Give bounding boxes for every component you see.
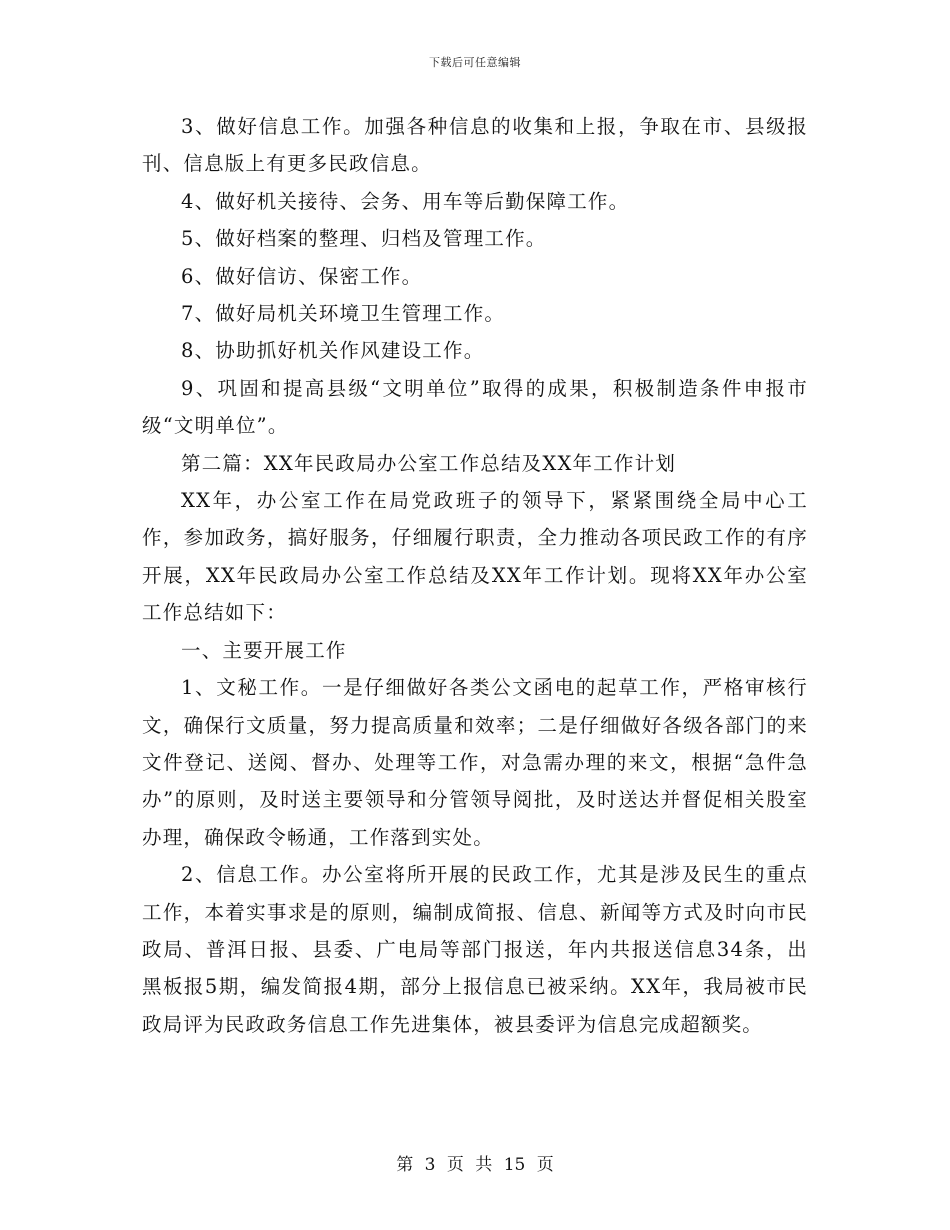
page-header: 下载后可任意编辑 <box>429 56 521 69</box>
paragraph-secretarial-work: 1、文秘工作。一是仔细做好各类公文函电的起草工作，严格审核行文，确保行文质量，努力提高质量和效率；二是仔细做好各级各部门的来文件登记、送阅、督办、处理等工作，对急需办理的来文，根据“急件急办”的原则，及时送主要领导和分管领导阅批，及时送达并督促相关股室办理，确保政令畅通，工作落到实处。 <box>142 676 808 849</box>
paragraph-item-7: 7、做好局机关环境卫生管理工作。 <box>181 302 506 326</box>
document-body <box>142 108 808 1043</box>
page-number-footer: 第 3 页 共 15 页 <box>396 1155 554 1175</box>
section-heading-main-work: 一、主要开展工作 <box>181 638 347 662</box>
section-title-part-two: 第二篇：XX年民政局办公室工作总结及XX年工作计划 <box>181 451 677 475</box>
paragraph-item-5: 5、做好档案的整理、归档及管理工作。 <box>181 227 547 251</box>
paragraph-item-4: 4、做好机关接待、会务、用车等后勤保障工作。 <box>181 189 630 213</box>
paragraph-item-9: 9、巩固和提高县级“文明单位”取得的成果，积极制造条件申报市级“文明单位”。 <box>142 376 808 438</box>
paragraph-intro: XX年，办公室工作在局党政班子的领导下，紧紧围绕全局中心工作，参加政务，搞好服务，仔细履行职责，全力推动各项民政工作的有序开展，XX年民政局办公室工作总结及XX年工作计划。现将XX年办公室工作总结如下： <box>142 489 808 625</box>
paragraph-information-work: 2、信息工作。办公室将所开展的民政工作，尤其是涉及民生的重点工作，本着实事求是的原则，编制成简报、信息、新闻等方式及时向市民政局、普洱日报、县委、广电局等部门报送，年内共报送信息34条，出黑板报5期，编发简报4期，部分上报信息已被采纳。XX年，我局被市民政局评为民政政务信息工作先进集体，被县委评为信息完成超额奖。 <box>142 863 808 1036</box>
paragraph-item-8: 8、协助抓好机关作风建设工作。 <box>181 339 485 363</box>
paragraph-item-6: 6、做好信访、保密工作。 <box>181 264 423 288</box>
paragraph-item-3: 3、做好信息工作。加强各种信息的收集和上报，争取在市、县级报刊、信息版上有更多民政信息。 <box>142 115 808 176</box>
